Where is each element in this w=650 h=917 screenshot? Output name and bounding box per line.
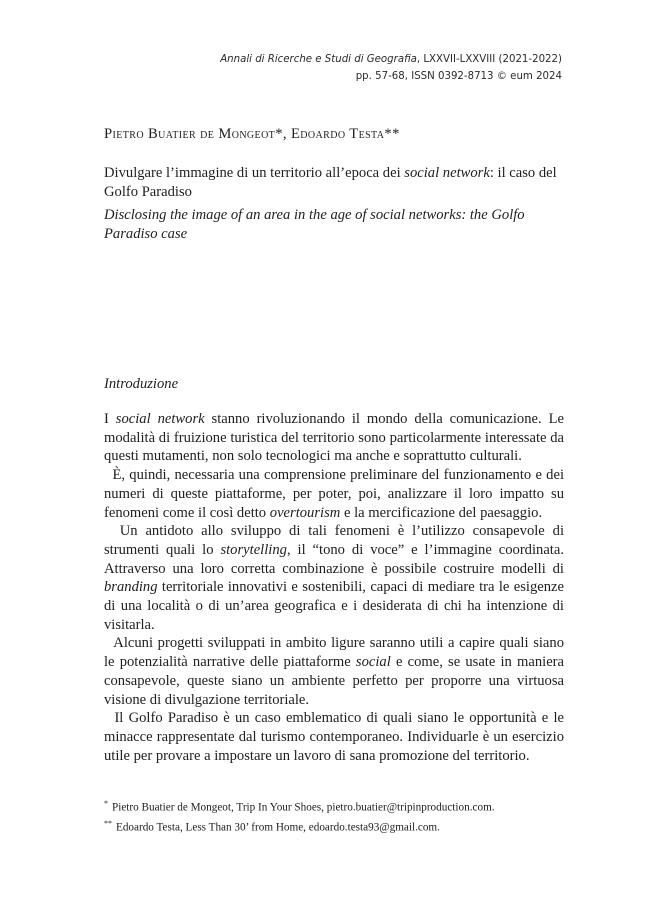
section-heading: Introduzione xyxy=(104,376,179,392)
p4-text-a: Alcuni progetti sviluppati in ambito ligure saranno utili a capire quali siano le potenzialità narrative delle piattaforme xyxy=(104,635,564,671)
p3-text-e: territoriale innovativi e sostenibili, capaci di mediare tra le esigenze di una località o di un’area geografica e i desiderata di chi ha intenzione di visitarla. xyxy=(104,579,564,633)
title-italian xyxy=(104,164,566,201)
title-it-em: social network xyxy=(404,165,490,181)
p1-em: social network xyxy=(115,411,205,427)
p2-text-a: È, quindi, necessaria una comprensione preliminare del funzionamento e dei numeri di queste piattaforme, per poter, poi, analizzare il loro impatto su fenomeni come il così detto xyxy=(104,467,564,521)
p5-text: Il Golfo Paradiso è un caso emblematico di quali siano le opportunità e le minacce rappresentate dal turismo contemporaneo. Individuarle è un esercizio utile per provare a impostare un lavoro di sana promozione del territorio. xyxy=(104,710,565,764)
paragraph-4 xyxy=(104,634,564,709)
p3-text-c: , il “tono di voce” e l’immagine coordinata. Attraverso una loro corretta combinazione è possibile costruire modelli di xyxy=(104,541,564,577)
p3-em-2: branding xyxy=(104,579,158,596)
title-it-post: : il caso del Golfo Paradiso xyxy=(104,165,557,200)
running-head xyxy=(142,51,562,85)
paragraph-2 xyxy=(104,466,564,522)
title-block xyxy=(104,164,566,243)
journal-volume: , LXXVII-LXXVIII (2021-2022) xyxy=(416,54,562,65)
footnote-1-mark: * xyxy=(104,799,108,808)
p3-em-1: storytelling xyxy=(220,541,287,558)
p4-text-c: e come, se usate in maniera consapevole, queste siano un ambiente perfetto per proporre una virtuosa visione di divulgazione territoriale. xyxy=(104,654,565,708)
title-it-pre: Divulgare l’immagine di un territorio all’epoca dei xyxy=(104,165,405,181)
p2-text-c: e la mercificazione del paesaggio. xyxy=(340,504,543,521)
paragraph-5 xyxy=(104,709,564,765)
p1-text-c: stanno rivoluzionando il mondo della comunicazione. Le modalità di fruizione turistica del territorio sono particolarmente interessate da questi mutamenti, non solo tecnologici ma anche e soprattutto culturali. xyxy=(104,411,564,465)
footnote-2-text: Edoardo Testa, Less Than 30’ from Home, edoardo.testa93@gmail.com. xyxy=(116,821,440,834)
footnotes xyxy=(104,796,574,836)
footnote-2 xyxy=(104,816,574,836)
paragraph-3 xyxy=(104,522,564,634)
journal-line xyxy=(142,51,562,68)
footnote-2-mark: ** xyxy=(104,819,112,829)
journal-name: Annali di Ricerche e Studi di Geografia xyxy=(220,54,417,65)
title-english: Disclosing the image of an area in the age of social networks: the Golfo Paradiso case xyxy=(104,207,525,242)
p3-text-a: Un antidoto allo sviluppo di tali fenomeni è l’utilizzo consapevole di strumenti quali lo xyxy=(104,523,564,558)
p2-em: overtourism xyxy=(269,504,341,521)
author-line: Pietro Buatier de Mongeot*, Edoardo Testa** xyxy=(104,126,400,142)
footnote-1 xyxy=(104,796,574,816)
pages-issn: pp. 57-68, ISSN 0392-8713 © eum 2024 xyxy=(355,71,562,82)
body-text xyxy=(104,410,564,765)
p4-em: social xyxy=(355,654,391,671)
paragraph-1 xyxy=(104,410,564,466)
p1-text-a: I xyxy=(104,411,116,427)
footnote-1-text: Pietro Buatier de Mongeot, Trip In Your Shoes, pietro.buatier@tripinproduction.com. xyxy=(112,801,495,814)
